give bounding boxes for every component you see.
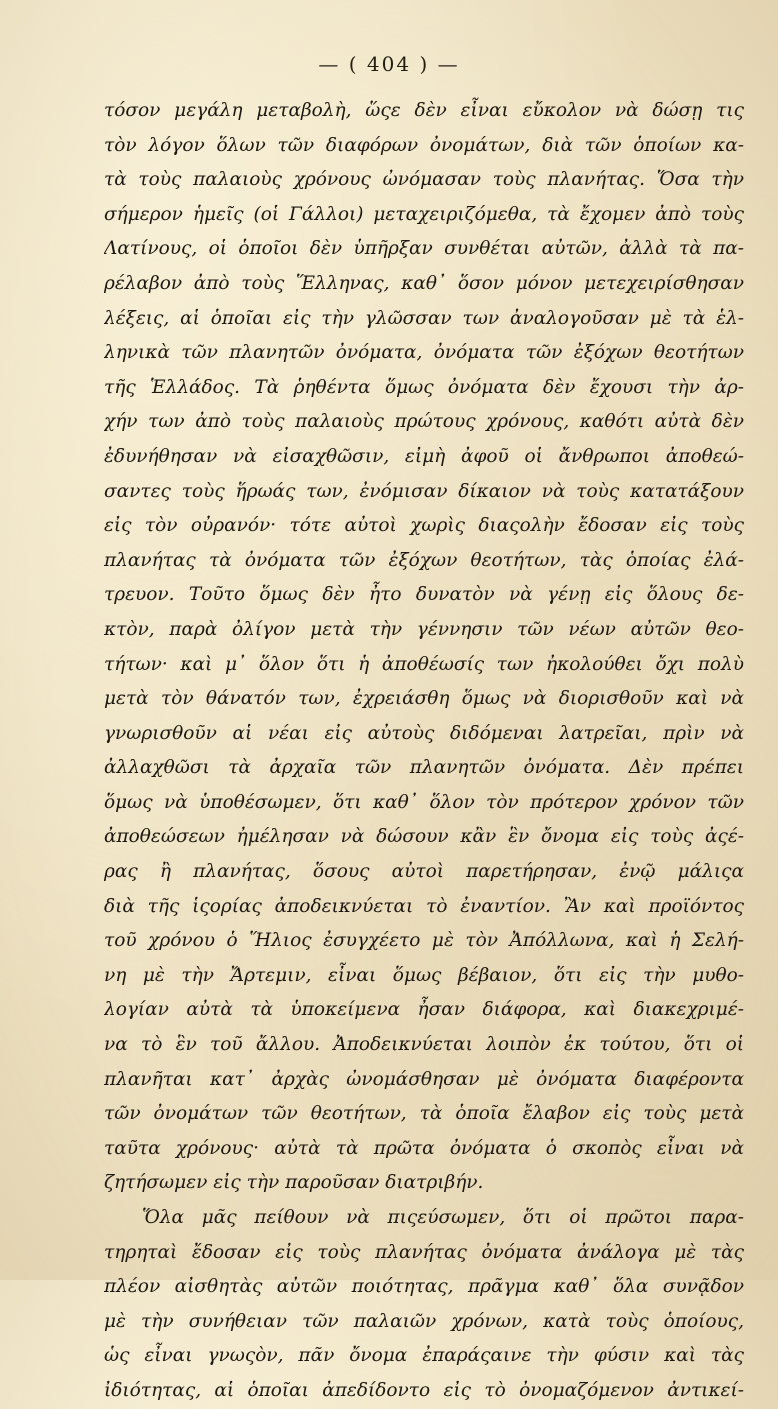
text-line: νη μὲ τὴν Ἄρτεμιν, εἶναι ὅμως βέβαιον, ὅτι εἰς τὴν μυθο- xyxy=(104,964,744,986)
text-line: τὰ τοὺς παλαιοὺς χρόνους ὠνόμασαν τοὺς πλανήτας. Ὅσα τὴν xyxy=(104,169,744,191)
text-line: ἀποθεώσεων ἠμέλησαν νὰ δώσουν κἂν ἓν ὄνομα εἰς τοὺς ἀςέ- xyxy=(104,826,744,848)
text-line: τόσον μεγάλη μεταβολὴ, ὥςε δὲν εἶναι εὔκολον νὰ δώσῃ τις xyxy=(104,100,744,121)
text-line: τρευον. Τοῦτο ὅμως δὲν ἦτο δυνατὸν νὰ γένῃ εἰς ὅλους δε- xyxy=(104,584,744,606)
text-line: κτὸν, παρὰ ὀλίγον μετὰ τὴν γέννησιν τῶν νέων αὐτῶν θεο- xyxy=(104,618,744,640)
text-line: τῶν ὀνομάτων τῶν θεοτήτων, τὰ ὁποῖα ἔλαβον εἰς τοὺς μετὰ xyxy=(104,1103,744,1125)
text-line: τηρηταὶ ἔδοσαν εἰς τοὺς πλανήτας ὀνόματα ἀνάλογα μὲ τὰς xyxy=(104,1241,744,1263)
text-line: ταῦτα χρόνους· αὐτὰ τὰ πρῶτα ὀνόματα ὁ σκοπὸς εἶναι νὰ xyxy=(104,1137,744,1159)
page-number: — ( 404 ) — xyxy=(318,52,460,76)
text-line: χήν των ἀπὸ τοὺς παλαιοὺς πρώτους χρόνους, καθότι αὐτὰ δὲν xyxy=(104,411,744,433)
text-line: ὅμως νὰ ὑποθέσωμεν, ὅτι καθ᾽ ὅλον τὸν πρότερον χρόνον τῶν xyxy=(104,791,744,813)
text-line: λέξεις, αἱ ὁποῖαι εἰς τὴν γλῶσσαν των ἀναλογοῦσαν μὲ τὰ ἑλ- xyxy=(104,307,744,329)
text-line: σαντες τοὺς ἥρωάς των, ἐνόμισαν δίκαιον νὰ τοὺς κατατάξουν xyxy=(104,480,744,502)
text-line: τοῦ χρόνου ὁ Ἥλιος ἐσυγχέετο μὲ τὸν Ἀπόλλωνα, καὶ ἡ Σελή- xyxy=(104,930,744,952)
body-text xyxy=(104,94,744,1409)
text-line: σήμερον ἡμεῖς (οἱ Γάλλοι) μεταχειριζόμεθα, τὰ ἔχομεν ἀπὸ τοὺς xyxy=(104,203,744,225)
paragraph-end-line: ζητήσωμεν εἰς τὴν παροῦσαν διατριβήν. xyxy=(104,1172,484,1194)
text-line: μετὰ τὸν θάνατόν των, ἐχρειάσθη ὅμως νὰ διορισθοῦν καὶ νὰ xyxy=(104,688,744,710)
text-line: ἐδυνήθησαν νὰ εἰσαχθῶσιν, εἰμὴ ἀφοῦ οἱ ἄνθρωποι ἀποθεώ- xyxy=(104,445,744,467)
paragraph-start-line: Ὅλα μᾶς πείθουν νὰ πιςεύσωμεν, ὅτι οἱ πρῶτοι παρα- xyxy=(142,1207,744,1228)
text-line: εἰς τὸν οὐρανόν· τότε αὐτοὶ χωρὶς διαςολὴν ἔδοσαν εἰς τοὺς xyxy=(104,515,744,537)
text-line: ρέλαβον ἀπὸ τοὺς Ἕλληνας, καθ᾽ ὅσον μόνον μετεχειρίσθησαν xyxy=(104,272,744,294)
text-line: πλανῆται κατ᾽ ἀρχὰς ὠνομάσθησαν μὲ ὀνόματα διαφέροντα xyxy=(104,1068,744,1090)
text-line: πλέον αἰσθητὰς αὐτῶν ποιότητας, πρᾶγμα καθ᾽ ὅλα συνᾷδον xyxy=(104,1276,744,1298)
text-line: λογίαν αὐτὰ τὰ ὑποκείμενα ἦσαν διάφορα, καὶ διακεχριμέ- xyxy=(104,999,744,1021)
text-line: ρας ἢ πλανήτας, ὅσους αὐτοὶ παρετήρησαν, ἐνῷ μάλιςα xyxy=(104,861,744,883)
text-line: Λατίνους, οἱ ὁποῖοι δὲν ὑπῆρξαν συνθέται αὐτῶν, ἀλλὰ τὰ πα- xyxy=(104,238,744,260)
text-line: ληνικὰ τῶν πλανητῶν ὀνόματα, ὀνόματα τῶν ἐξόχων θεοτήτων xyxy=(104,342,744,364)
text-line: ἰδιότητας, αἱ ὁποῖαι ἀπεδίδοντο εἰς τὸ ὀνομαζόμενον ἀντικεί- xyxy=(104,1379,744,1401)
text-line: τῆς Ἑλλάδος. Τὰ ῥηθέντα ὅμως ὀνόματα δὲν ἔχουσι τὴν ἀρ- xyxy=(104,376,744,398)
text-line: ὡς εἶναι γνωςὸν, πᾶν ὄνομα ἐπαράςαινε τὴν φύσιν καὶ τὰς xyxy=(104,1345,744,1367)
text-line: να τὸ ἓν τοῦ ἄλλου. Ἀποδεικνύεται λοιπὸν ἐκ τούτου, ὅτι οἱ xyxy=(104,1034,744,1056)
text-line: ἀλλαχθῶσι τὰ ἀρχαῖα τῶν πλανητῶν ὀνόματα. Δὲν πρέπει xyxy=(104,757,744,779)
text-line: τήτων· καὶ μ᾽ ὅλον ὅτι ἡ ἀποθέωσίς των ἠκολούθει ὄχι πολὺ xyxy=(104,653,744,675)
text-line: γνωρισθοῦν αἱ νέαι εἰς αὐτοὺς διδόμεναι λατρεῖαι, πρὶν νὰ xyxy=(104,722,744,744)
text-line: διὰ τῆς ἱςορίας ἀποδεικνύεται τὸ ἐναντίον. Ἂν καὶ προϊόντος xyxy=(104,895,744,917)
text-line: τὸν λόγον ὅλων τῶν διαφόρων ὀνομάτων, διὰ τῶν ὁποίων κα- xyxy=(104,134,744,156)
text-line: μὲ τὴν συνήθειαν τῶν παλαιῶν χρόνων, κατὰ τοὺς ὁποίους, xyxy=(104,1310,744,1332)
text-line: πλανήτας τὰ ὀνόματα τῶν ἐξόχων θεοτήτων, τὰς ὁποίας ἐλά- xyxy=(104,549,744,571)
